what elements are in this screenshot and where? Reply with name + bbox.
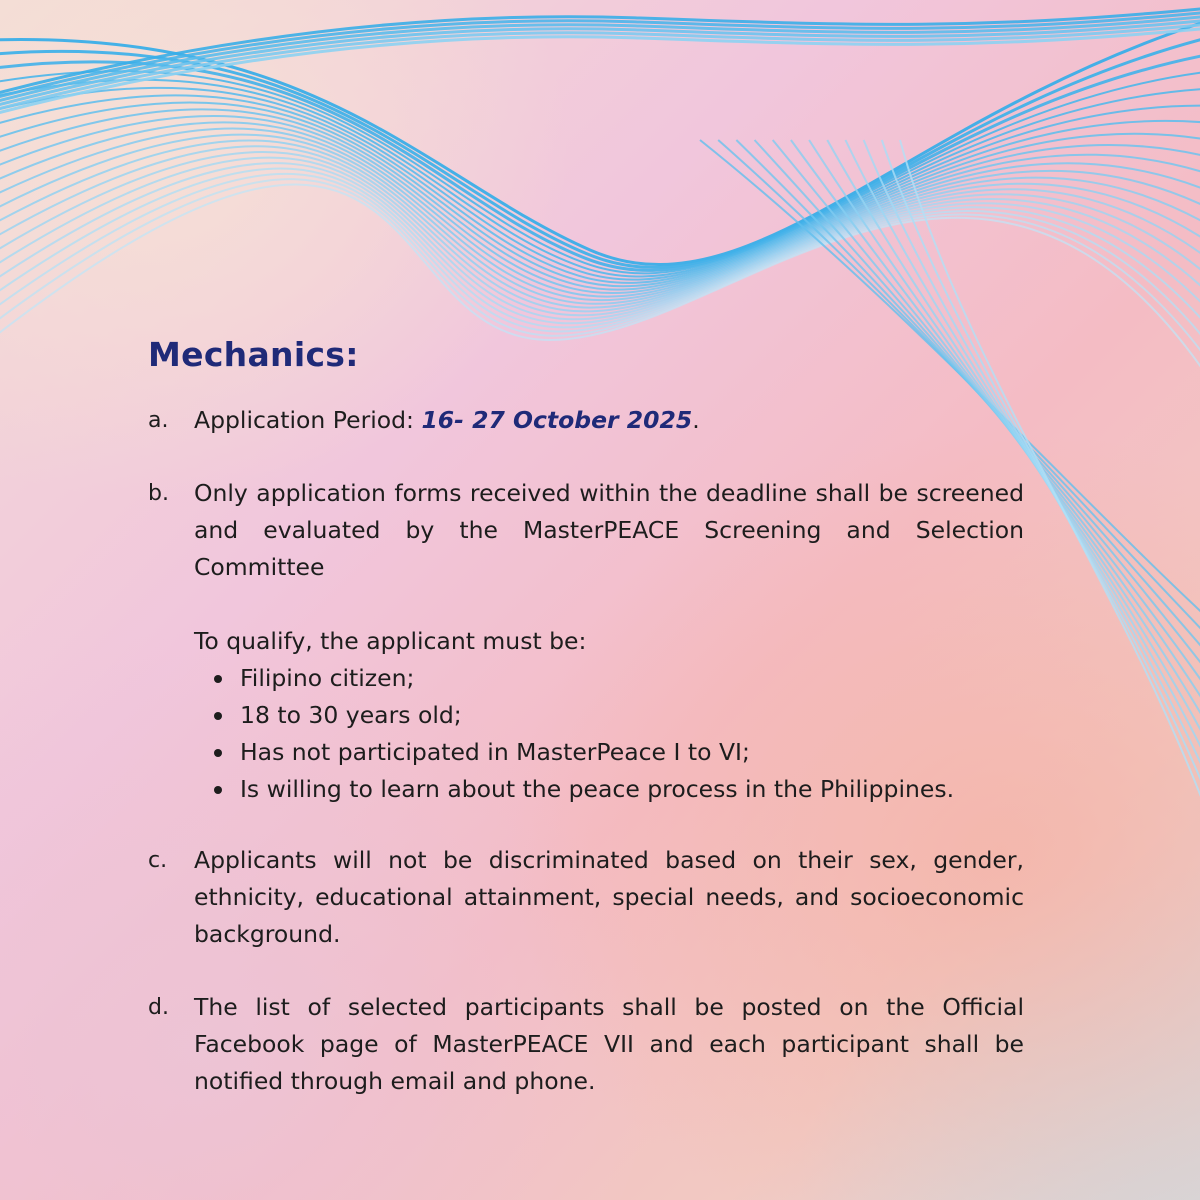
list-item-non-discrimination — [148, 842, 1024, 953]
list-item-text: The list of selected participants shall be posted on the Official Facebook page of MasterPEACE VII and each participant shall be notified through email and phone. — [194, 993, 1024, 1095]
bullet-icon — [214, 786, 222, 794]
requirement-text: Filipino citizen; — [240, 664, 415, 692]
list-marker: d. — [148, 995, 169, 1020]
text-segment: Application Period: — [194, 406, 422, 434]
page-title: Mechanics: — [148, 335, 359, 374]
wave-line — [0, 116, 1200, 293]
bullet-icon — [214, 712, 222, 720]
list-item-text: Applicants will not be discriminated based on their sex, gender, ethnicity, educational attainment, special needs, and socioeconomic background. — [194, 846, 1024, 948]
wave-line — [0, 54, 1200, 270]
list-item-text — [194, 475, 1024, 808]
list-marker: a. — [148, 408, 169, 433]
requirement-item — [194, 771, 1024, 808]
text-segment: . — [692, 406, 700, 434]
requirement-text: Has not participated in MasterPeace I to VI; — [240, 738, 750, 766]
list-marker: b. — [148, 481, 169, 506]
requirement-item — [194, 660, 1024, 697]
application-period-dates: 16- 27 October 2025 — [421, 406, 693, 434]
requirement-item — [194, 697, 1024, 734]
qualify-intro: To qualify, the applicant must be: — [194, 627, 587, 655]
wave-line — [0, 146, 1200, 311]
requirement-item — [194, 734, 1024, 771]
bullet-icon — [214, 675, 222, 683]
wave-line — [0, 152, 1200, 315]
list-marker: c. — [148, 848, 168, 873]
list-item-announcement — [148, 989, 1024, 1100]
list-item-screening — [148, 475, 1024, 808]
requirement-text: Is willing to learn about the peace process in the Philippines. — [240, 775, 955, 803]
list-item-application-period — [148, 402, 1024, 439]
mechanics-section — [148, 330, 1024, 1095]
bullet-icon — [214, 749, 222, 757]
list-item-text — [194, 402, 1024, 439]
requirements-list — [194, 660, 1024, 808]
screening-paragraph: Only application forms received within the deadline shall be screened and evaluated by the MasterPEACE Screening and Selection Committee — [194, 479, 1024, 581]
requirement-text: 18 to 30 years old; — [240, 701, 462, 729]
